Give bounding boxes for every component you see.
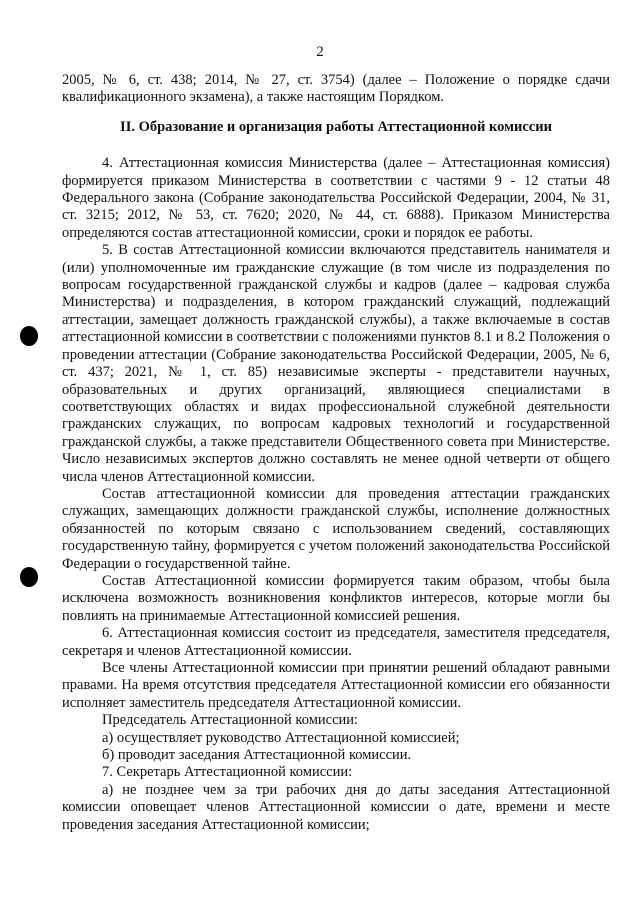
paragraph-item-4: 4. Аттестационная комиссия Министерства (далее – Аттестационная комиссия) формируется приказом Министерства в соответствии с частями 9 - 12 статьи 48 Федерального закона (Собрание законодательства Российской Федерации, 2004, № 31, ст. 3215; 2012, № 53, ст. 7620; 2020, № 44, ст. 6888). Приказом Министерства определяются состав аттестационной комиссии, сроки и порядок ее работы. xyxy=(62,155,610,241)
section-heading: II. Образование и организация работы Аттестационной комиссии xyxy=(120,118,552,135)
punch-hole-mark xyxy=(20,326,38,346)
paragraph-chairman-b: б) проводит заседания Аттестационной комиссии. xyxy=(102,747,412,764)
paragraph-secret-composition: Состав аттестационной комиссии для проведения аттестации гражданских служащих, замещающих должности гражданской службы, исполнение должностных обязанностей по которым связано с использованием сведений, составляющих государственную тайну, формируется с учетом положений законодательства Российской Федерации о государственной тайне. xyxy=(62,485,610,572)
paragraph-item-5: 5. В состав Аттестационной комиссии включаются представитель нанимателя и (или) уполномоченные им гражданские служащие (в том числе из подразделения по вопросам государственной гражданской службы и кадров (далее – кадровая служба Министерства) и подразделения, в котором гражданский служащий, подлежащий аттестации, замещает должность гражданской службы), а также включаемые в состав аттестационной комиссии в соответствии с положениями пунктов 8.1 и 8.2 Положения о проведении аттестации (Собрание законодательства Российской Федерации, 2005, № 6, ст. 437; 2021, № 1, ст. 85) независимые эксперты - представители научных, образовательных и других организаций, являющиеся специалистами в соответствующих областях и видах профессиональной служебной деятельности гражданских служащих, по вопросам кадровых технологий и государственной гражданской службы, а также представители Общественного совета при Министерстве. Число независимых экспертов должно составлять не менее одной четверти от общего числа членов Аттестационной комиссии. xyxy=(62,242,610,485)
paragraph-item-6: 6. Аттестационная комиссия состоит из председателя, заместителя председателя, секретаря и членов Аттестационной комиссии. xyxy=(62,625,610,659)
paragraph-conflict-of-interest: Состав Аттестационной комиссии формируется таким образом, чтобы была исключена возможность возникновения конфликтов интересов, которые могли бы повлиять на принимаемые Аттестационной комиссией решения. xyxy=(62,572,610,624)
document-body xyxy=(62,72,610,834)
paragraph-secretary-a: а) не позднее чем за три рабочих дня до даты заседания Аттестационной комиссии оповещает членов Аттестационной комиссии о дате, времени и месте проведения заседания Аттестационной комиссии; xyxy=(62,781,610,833)
paragraph-chairman-a: а) осуществляет руководство Аттестационной комиссией; xyxy=(102,729,460,746)
page-number: 2 xyxy=(316,44,324,60)
paragraph-item-7: 7. Секретарь Аттестационной комиссии: xyxy=(102,764,353,781)
punch-hole-mark xyxy=(20,567,38,587)
paragraph-continuation: 2005, № 6, ст. 438; 2014, № 27, ст. 3754) (далее – Положение о порядке сдачи квалификационного экзамена), а также настоящим Порядком. xyxy=(62,72,610,106)
paragraph-equal-rights: Все члены Аттестационной комиссии при принятии решений обладают равными правами. На время отсутствия председателя Аттестационной комиссии его обязанности исполняет заместитель председателя Аттестационной комиссии. xyxy=(62,660,610,711)
paragraph-chairman-intro: Председатель Аттестационной комиссии: xyxy=(102,712,359,729)
